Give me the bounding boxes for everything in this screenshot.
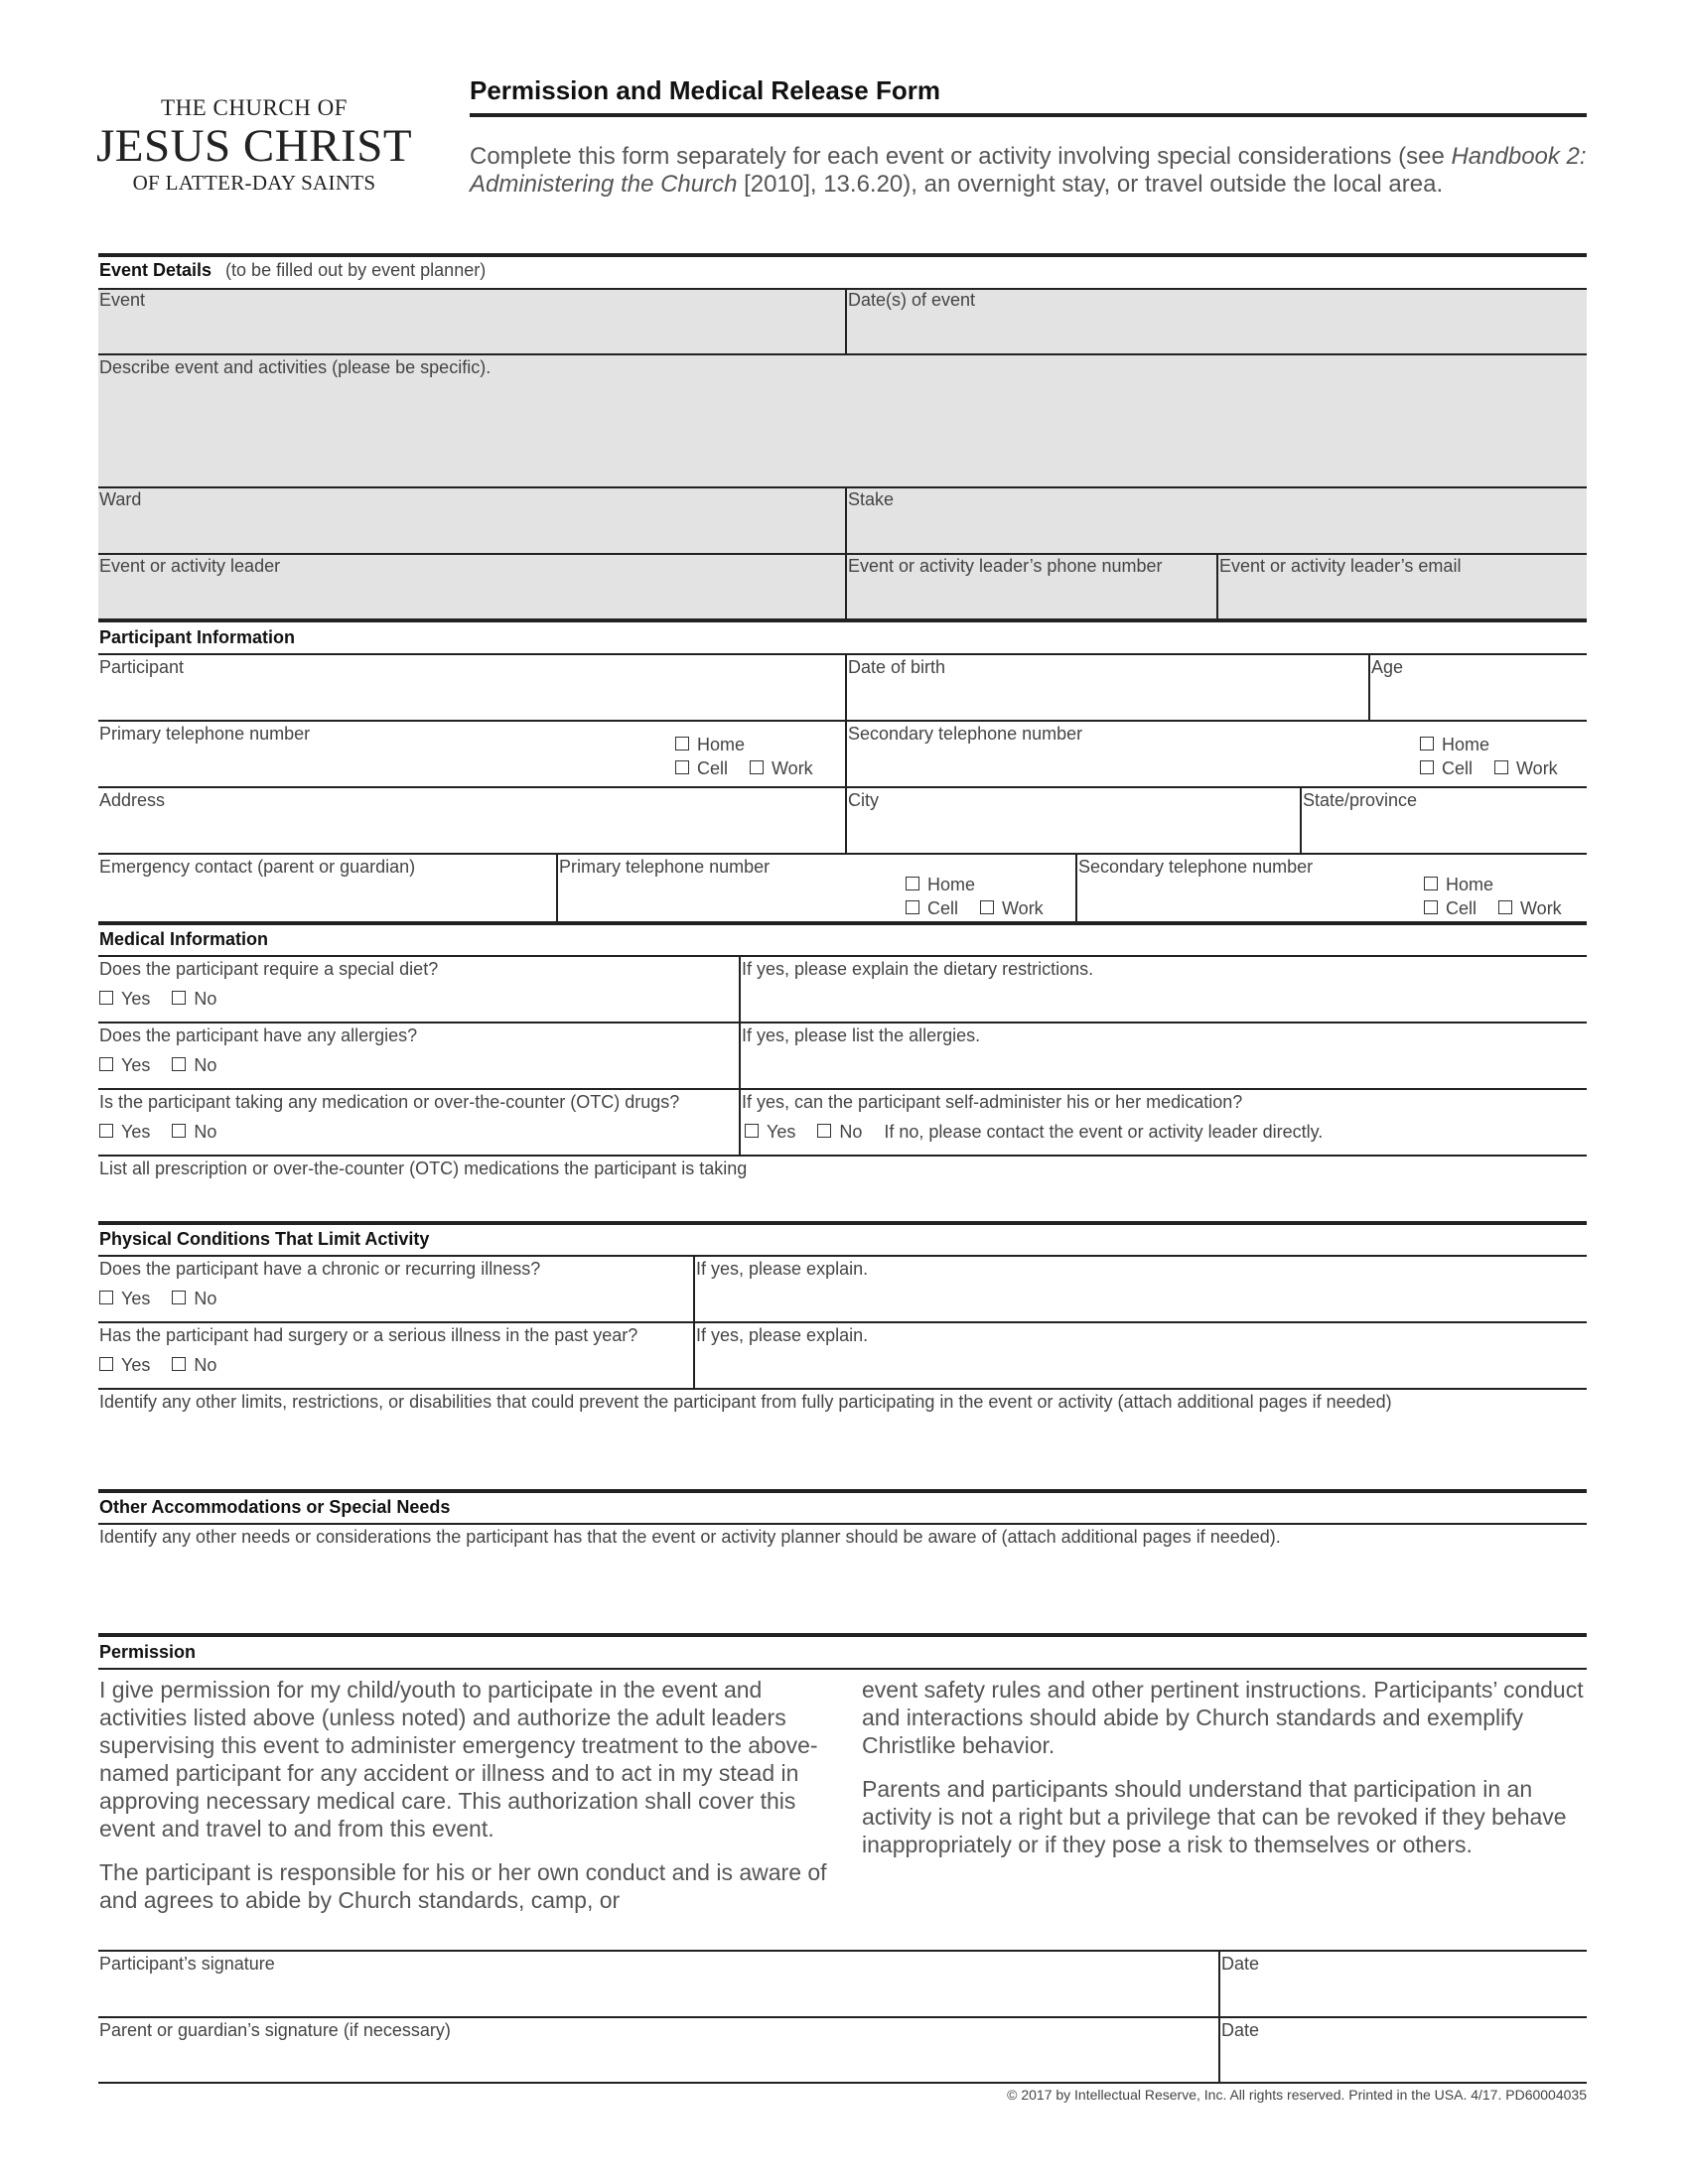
secondary-phone-field[interactable]: Secondary telephone number: [848, 724, 1083, 744]
permission-heading: Permission: [99, 1642, 197, 1662]
leader-phone-field[interactable]: Event or activity leader’s phone number: [848, 556, 1163, 576]
column-divider: [556, 853, 558, 923]
form-intro: [470, 143, 1587, 199]
date-of-birth-field[interactable]: Date of birth: [848, 657, 946, 677]
other-needs-field[interactable]: Identify any other needs or considerations the participant has that the event or activity planner should be aware of (attach additional pages if needed).: [99, 1527, 1281, 1547]
other-accommodations-heading: Other Accommodations or Special Needs: [99, 1497, 451, 1517]
yes-label: Yes: [121, 1355, 151, 1375]
age-field[interactable]: Age: [1371, 657, 1404, 677]
secondary-phone-work-option[interactable]: [1494, 758, 1558, 778]
checkbox[interactable]: [1420, 737, 1434, 751]
checkbox[interactable]: [906, 900, 919, 914]
chronic-illness-question: Does the participant have a chronic or recurring illness?: [99, 1259, 541, 1279]
column-divider: [1368, 653, 1370, 721]
surgery-question: Has the participant had surgery or a serious illness in the past year?: [99, 1325, 638, 1345]
column-divider: [845, 653, 847, 854]
chronic-illness-options: [99, 1289, 216, 1309]
emergency-primary-home-option[interactable]: [906, 875, 975, 895]
physical-conditions-heading: Physical Conditions That Limit Activity: [99, 1229, 430, 1249]
no-label: No: [194, 1355, 217, 1375]
title-divider: [470, 113, 1587, 117]
emergency-primary-phone-field[interactable]: Primary telephone number: [559, 857, 771, 877]
self-administer-no-option[interactable]: [817, 1122, 862, 1142]
other-limits-field[interactable]: Identify any other limits, restrictions, or disabilities that could prevent the participant from fully participating in the event or activity (attach additional pages if needed): [99, 1392, 1392, 1412]
no-label: No: [839, 1122, 863, 1142]
checkbox[interactable]: [99, 1057, 113, 1071]
logo-line-1: THE CHURCH OF: [161, 95, 348, 120]
checkbox[interactable]: [1494, 760, 1508, 774]
no-label: No: [194, 1289, 217, 1308]
surgery-yes-option[interactable]: [99, 1355, 150, 1375]
checkbox[interactable]: [675, 760, 689, 774]
cell-label: Cell: [697, 758, 729, 778]
work-label: Work: [1520, 898, 1562, 918]
cell-label: Cell: [927, 898, 959, 918]
medication-no-option[interactable]: [172, 1122, 216, 1142]
secondary-phone-home-option[interactable]: [1420, 735, 1489, 755]
special-diet-question: Does the participant require a special diet?: [99, 959, 439, 979]
emergency-secondary-cell-option[interactable]: [1424, 898, 1477, 918]
medical-info-heading: Medical Information: [99, 929, 269, 949]
logo-line-3: OF LATTER-DAY SAINTS: [132, 171, 376, 195]
allergies-list-field[interactable]: If yes, please list the allergies.: [742, 1025, 981, 1045]
event-dates-field[interactable]: Date(s) of event: [848, 290, 976, 310]
row-divider: [98, 1321, 1587, 1323]
section-divider: [98, 618, 1587, 622]
primary-phone-work-option[interactable]: [750, 758, 813, 778]
leader-email-field[interactable]: Event or activity leader’s email: [1219, 556, 1462, 576]
yes-label: Yes: [121, 989, 151, 1009]
section-divider: [98, 1489, 1587, 1493]
primary-phone-cell-option[interactable]: [675, 758, 728, 778]
checkbox[interactable]: [172, 1057, 186, 1071]
logo-line-2: JESUS CHRIST: [95, 120, 413, 172]
section-divider: [98, 921, 1587, 925]
surgery-options: [99, 1355, 216, 1376]
row-divider: [98, 2082, 1587, 2084]
checkbox[interactable]: [99, 991, 113, 1005]
primary-phone-field[interactable]: Primary telephone number: [99, 724, 311, 744]
intro-handbook-title: Handbook 2: Administering the Church: [470, 143, 1587, 198]
home-label: Home: [697, 735, 746, 754]
state-province-field[interactable]: State/province: [1303, 790, 1418, 810]
parent-date-field[interactable]: Date: [1221, 2020, 1260, 2040]
checkbox[interactable]: [980, 900, 994, 914]
diet-yes-option[interactable]: [99, 989, 150, 1009]
row-divider: [98, 1155, 1587, 1157]
intro-text-2: [2010], 13.6.20), an overnight stay, or travel outside the local area.: [737, 171, 1444, 198]
row-divider: [98, 1388, 1587, 1390]
permission-column-left: [99, 1676, 834, 1930]
row-divider: [98, 1022, 1587, 1024]
checkbox[interactable]: [172, 1291, 186, 1304]
row-divider: [98, 288, 1587, 290]
ward-field[interactable]: Ward: [99, 489, 142, 509]
primary-phone-cell-work-options: [675, 758, 813, 779]
column-divider: [739, 955, 741, 1155]
secondary-phone-cell-option[interactable]: [1420, 758, 1473, 778]
no-label: No: [194, 1055, 217, 1075]
self-administer-yes-option[interactable]: [745, 1122, 795, 1142]
intro-text-1: Complete this form separately for each event or activity involving special considerations (see: [470, 143, 1452, 170]
medications-list-field[interactable]: List all prescription or over-the-counter (OTC) medications the participant is taking: [99, 1159, 748, 1178]
row-divider: [98, 1668, 1587, 1670]
checkbox[interactable]: [817, 1124, 831, 1138]
emergency-secondary-work-option[interactable]: [1498, 898, 1562, 918]
checkbox[interactable]: [745, 1124, 759, 1138]
no-label: No: [194, 1122, 217, 1142]
yes-label: Yes: [121, 1055, 151, 1075]
row-divider: [98, 353, 1587, 355]
row-divider: [98, 1523, 1587, 1525]
chronic-yes-option[interactable]: [99, 1289, 150, 1308]
row-divider: [98, 653, 1587, 655]
emergency-secondary-cell-work-options: [1424, 898, 1562, 919]
chronic-explain-field[interactable]: If yes, please explain.: [696, 1259, 869, 1279]
home-label: Home: [1446, 875, 1494, 894]
cell-label: Cell: [1442, 758, 1474, 778]
participant-date-field[interactable]: Date: [1221, 1954, 1260, 1974]
emergency-contact-field[interactable]: Emergency contact (parent or guardian): [99, 857, 416, 877]
self-administer-options: [745, 1122, 1323, 1143]
self-administer-question: If yes, can the participant self-administer his or her medication?: [742, 1092, 1243, 1112]
dietary-restrictions-field[interactable]: If yes, please explain the dietary restrictions.: [742, 959, 1094, 979]
checkbox[interactable]: [1420, 760, 1434, 774]
copyright-footer: © 2017 by Intellectual Reserve, Inc. All rights reserved. Printed in the USA. 4/17. PD60004035: [1007, 2087, 1587, 2103]
row-divider: [98, 2016, 1587, 2018]
surgery-no-option[interactable]: [172, 1355, 216, 1375]
checkbox[interactable]: [99, 1357, 113, 1371]
address-field[interactable]: Address: [99, 790, 166, 810]
permission-paragraph-3: event safety rules and other pertinent instructions. Participants’ conduct and interactions should abide by Church standards and exemplify Christlike behavior.: [862, 1677, 1584, 1758]
medication-options: [99, 1122, 216, 1143]
row-divider: [98, 553, 1587, 555]
checkbox[interactable]: [172, 991, 186, 1005]
checkbox[interactable]: [99, 1291, 113, 1304]
emergency-secondary-home-option[interactable]: [1424, 875, 1493, 895]
no-label: No: [194, 989, 217, 1009]
checkbox[interactable]: [172, 1124, 186, 1138]
secondary-phone-cell-work-options: [1420, 758, 1558, 779]
column-divider: [845, 288, 847, 355]
row-divider: [98, 786, 1587, 788]
yes-label: Yes: [121, 1289, 151, 1308]
yes-label: Yes: [767, 1122, 796, 1142]
cell-label: Cell: [1446, 898, 1477, 918]
self-administer-note: If no, please contact the event or activity leader directly.: [884, 1122, 1324, 1142]
primary-phone-home-option[interactable]: [675, 735, 745, 755]
section-divider: [98, 253, 1587, 257]
special-diet-options: [99, 989, 216, 1010]
participant-info-heading: Participant Information: [99, 627, 296, 647]
section-divider: [98, 1221, 1587, 1225]
checkbox[interactable]: [1424, 900, 1438, 914]
event-field[interactable]: Event: [99, 290, 146, 310]
row-divider: [98, 853, 1587, 855]
participant-signature-field[interactable]: Participant’s signature: [99, 1954, 275, 1974]
participant-name-field[interactable]: Participant: [99, 657, 185, 677]
parent-signature-field[interactable]: Parent or guardian’s signature (if necessary): [99, 2020, 451, 2040]
church-logo: [95, 95, 413, 195]
permission-paragraph-1: I give permission for my child/youth to participate in the event and activities listed above (unless noted) and authorize the adult leaders supervising this event to administer emergency treatment to the above-named participant for any accident or illness and to act in my stead in approving necessary medical care. This authorization shall cover this event and travel to and from this event.: [99, 1677, 818, 1842]
home-label: Home: [1442, 735, 1490, 754]
event-details-title: Event Details: [99, 260, 212, 280]
column-divider: [1216, 553, 1218, 620]
checkbox[interactable]: [906, 877, 919, 890]
work-label: Work: [772, 758, 813, 778]
column-divider: [1075, 853, 1077, 923]
checkbox[interactable]: [99, 1124, 113, 1138]
row-divider: [98, 955, 1587, 957]
allergies-question: Does the participant have any allergies?: [99, 1025, 418, 1045]
medication-question: Is the participant taking any medication or over-the-counter (OTC) drugs?: [99, 1092, 680, 1112]
emergency-primary-work-option[interactable]: [980, 898, 1044, 918]
event-description-field[interactable]: Describe event and activities (please be specific).: [99, 357, 492, 377]
column-divider: [1300, 786, 1302, 854]
checkbox[interactable]: [750, 760, 764, 774]
medication-yes-option[interactable]: [99, 1122, 150, 1142]
emergency-secondary-phone-field[interactable]: Secondary telephone number: [1078, 857, 1314, 877]
allergies-yes-option[interactable]: [99, 1055, 150, 1075]
emergency-primary-cell-option[interactable]: [906, 898, 958, 918]
city-field[interactable]: City: [848, 790, 879, 810]
allergies-options: [99, 1055, 216, 1076]
event-details-subtitle: (to be filled out by event planner): [225, 260, 487, 280]
work-label: Work: [1516, 758, 1558, 778]
checkbox[interactable]: [675, 737, 689, 751]
checkbox[interactable]: [172, 1357, 186, 1371]
checkbox[interactable]: [1498, 900, 1512, 914]
row-divider: [98, 486, 1587, 488]
event-details-heading: [99, 260, 486, 281]
permission-column-right: [862, 1676, 1592, 1874]
permission-paragraph-2: The participant is responsible for his or her own conduct and is aware of and agrees to abide by Church standards, camp, or: [99, 1859, 827, 1913]
event-leader-field[interactable]: Event or activity leader: [99, 556, 281, 576]
emergency-primary-cell-work-options: [906, 898, 1044, 919]
chronic-no-option[interactable]: [172, 1289, 216, 1308]
yes-label: Yes: [121, 1122, 151, 1142]
row-divider: [98, 1950, 1587, 1952]
row-divider: [98, 1088, 1587, 1090]
row-divider: [98, 720, 1587, 722]
form-title: Permission and Medical Release Form: [470, 75, 940, 105]
surgery-explain-field[interactable]: If yes, please explain.: [696, 1325, 869, 1345]
checkbox[interactable]: [1424, 877, 1438, 890]
work-label: Work: [1002, 898, 1044, 918]
diet-no-option[interactable]: [172, 989, 216, 1009]
section-divider: [98, 1633, 1587, 1637]
row-divider: [98, 1255, 1587, 1257]
allergies-no-option[interactable]: [172, 1055, 216, 1075]
stake-field[interactable]: Stake: [848, 489, 895, 509]
home-label: Home: [927, 875, 976, 894]
permission-paragraph-4: Parents and participants should understand that participation in an activity is not a right but a privilege that can be revoked if they behave inappropriately or if they pose a risk to themselves or others.: [862, 1776, 1567, 1857]
